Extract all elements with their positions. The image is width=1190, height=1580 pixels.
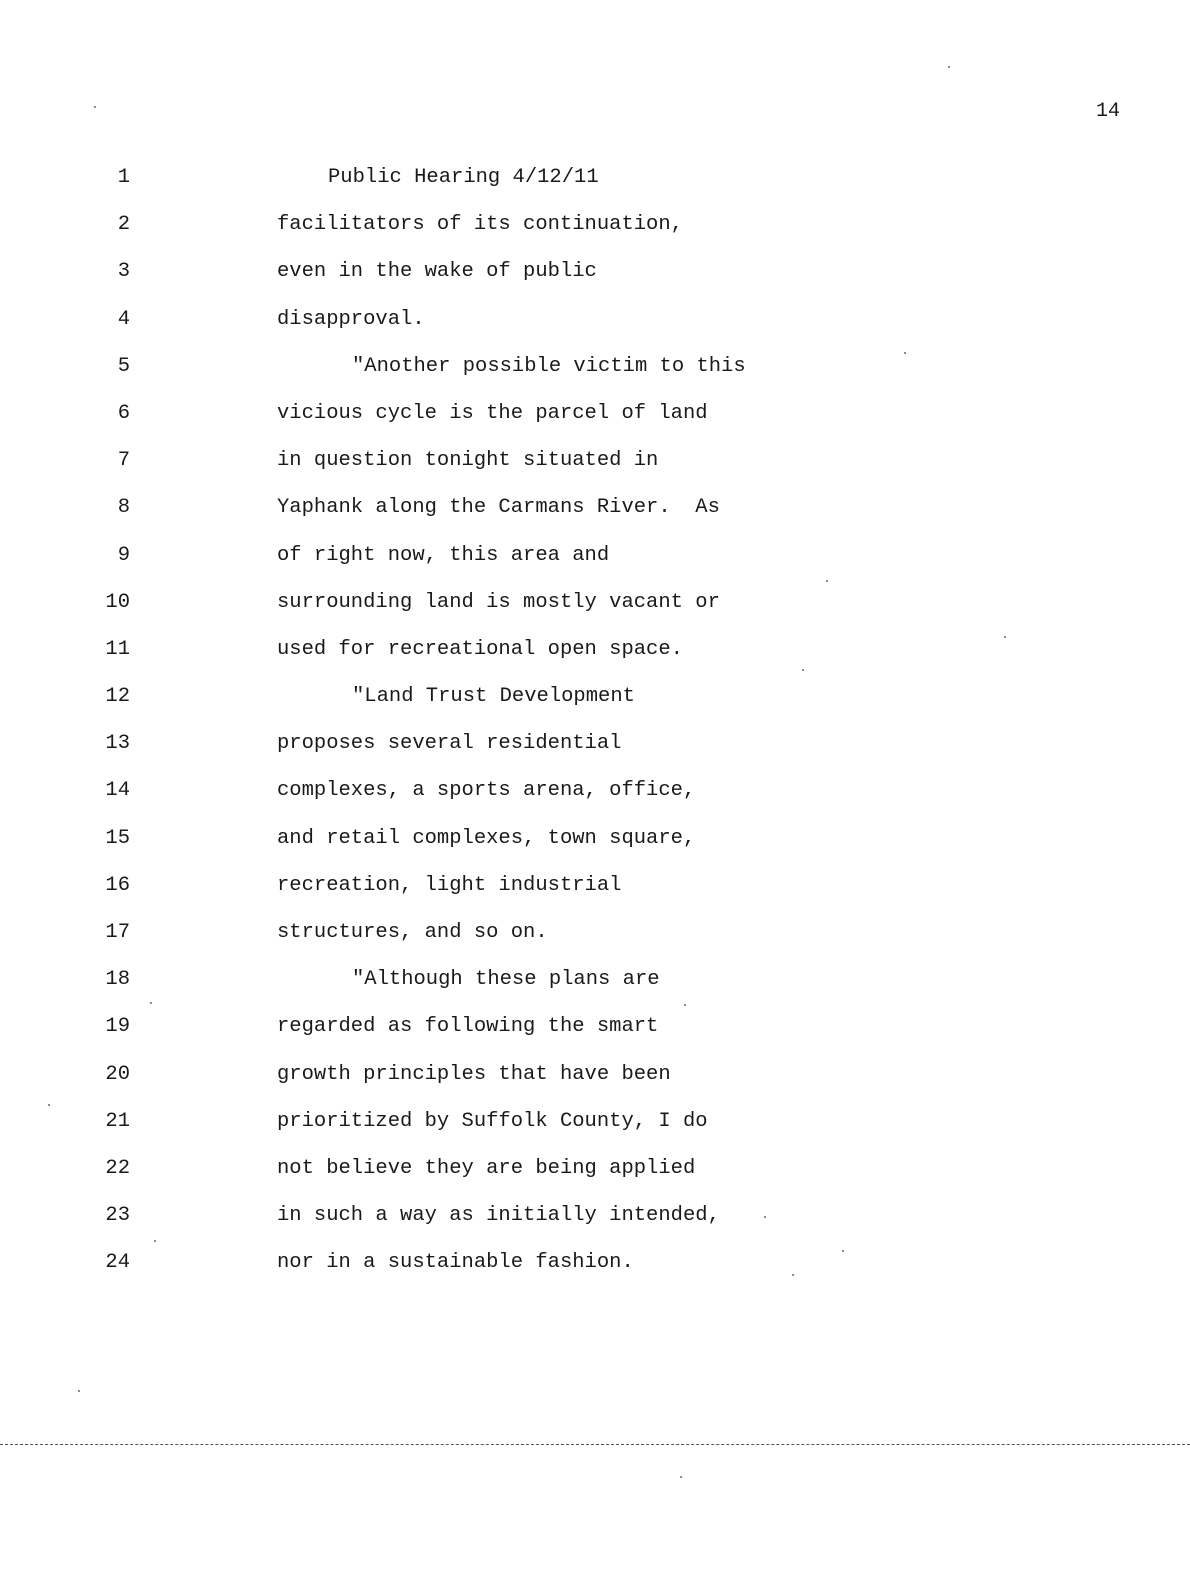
scan-speck [802, 669, 804, 671]
line-number: 24 [105, 1251, 130, 1275]
transcript-line [0, 394, 1190, 441]
transcript-line [0, 866, 1190, 913]
line-text: even in the wake of public [277, 260, 597, 284]
scan-speck [1004, 636, 1006, 638]
page-number: 14 [1095, 100, 1120, 123]
line-number: 13 [105, 732, 130, 756]
transcript-line [0, 1243, 1190, 1290]
line-text: and retail complexes, town square, [277, 826, 696, 850]
line-number: 18 [105, 968, 130, 992]
line-text: surrounding land is mostly vacant or [277, 590, 720, 614]
line-text: vicious cycle is the parcel of land [277, 401, 708, 425]
line-text: prioritized by Suffolk County, I do [277, 1109, 708, 1133]
transcript-line [0, 488, 1190, 535]
line-number: 23 [105, 1204, 130, 1228]
transcript-line [0, 1007, 1190, 1054]
transcript-line [0, 205, 1190, 252]
scan-speck [78, 1390, 80, 1392]
line-number: 10 [105, 590, 130, 614]
line-text: not believe they are being applied [277, 1156, 696, 1180]
line-number: 1 [117, 166, 130, 189]
line-number: 7 [117, 449, 130, 473]
line-number: 5 [117, 354, 130, 378]
line-number: 2 [117, 213, 130, 237]
line-number: 16 [105, 873, 130, 897]
line-number: 15 [105, 826, 130, 850]
scan-speck [150, 1002, 152, 1004]
transcript-line [0, 677, 1190, 724]
scan-speck [154, 1240, 156, 1242]
scan-speck [680, 1476, 682, 1478]
transcript-line [0, 1196, 1190, 1243]
scan-speck [94, 106, 96, 108]
transcript-line [0, 158, 1190, 205]
line-number: 21 [105, 1109, 130, 1133]
line-text: Yaphank along the Carmans River. As [277, 496, 720, 520]
transcript-line [0, 630, 1190, 677]
line-number: 4 [117, 307, 130, 331]
transcript-line [0, 1102, 1190, 1149]
line-text: growth principles that have been [277, 1062, 671, 1086]
line-text: of right now, this area and [277, 543, 610, 567]
line-text: used for recreational open space. [277, 637, 683, 661]
line-text: complexes, a sports arena, office, [277, 779, 696, 803]
line-text: nor in a sustainable fashion. [277, 1251, 634, 1275]
transcript-line [0, 1055, 1190, 1102]
line-text: proposes several residential [277, 732, 622, 756]
line-number: 19 [105, 1015, 130, 1039]
transcript-line [0, 960, 1190, 1007]
scan-speck [764, 1216, 766, 1218]
transcript-line [0, 347, 1190, 394]
scan-speck [842, 1250, 844, 1252]
transcript-line [0, 252, 1190, 299]
line-text: regarded as following the smart [277, 1015, 659, 1039]
line-text: Public Hearing 4/12/11 [328, 166, 599, 189]
line-number: 3 [117, 260, 130, 284]
line-number: 8 [117, 496, 130, 520]
transcript-line [0, 913, 1190, 960]
transcript-line [0, 771, 1190, 818]
line-text: recreation, light industrial [277, 873, 622, 897]
transcript-lines [0, 158, 1190, 1291]
line-number: 11 [105, 637, 130, 661]
scan-speck [826, 580, 828, 582]
line-number: 20 [105, 1062, 130, 1086]
transcript-line [0, 1149, 1190, 1196]
footer-divider [0, 1444, 1190, 1445]
line-number: 22 [105, 1156, 130, 1180]
line-number: 12 [105, 685, 130, 709]
scan-speck [48, 1104, 50, 1106]
line-number: 6 [117, 401, 130, 425]
line-number: 14 [105, 779, 130, 803]
line-text: "Land Trust Development [352, 685, 635, 709]
scan-speck [904, 352, 906, 354]
transcript-line [0, 583, 1190, 630]
scan-speck [948, 66, 950, 68]
line-number: 17 [105, 921, 130, 944]
transcript-line [0, 536, 1190, 583]
scan-speck [792, 1274, 794, 1276]
line-text: "Another possible victim to this [352, 354, 746, 378]
line-text: in such a way as initially intended, [277, 1204, 720, 1228]
line-text: structures, and so on. [277, 921, 548, 944]
line-text: disapproval. [277, 307, 425, 331]
transcript-line [0, 819, 1190, 866]
scan-speck [684, 1004, 686, 1006]
line-number: 9 [117, 543, 130, 567]
line-text: in question tonight situated in [277, 449, 659, 473]
line-text: "Although these plans are [352, 968, 660, 992]
transcript-line [0, 300, 1190, 347]
line-text: facilitators of its continuation, [277, 213, 683, 237]
transcript-line [0, 441, 1190, 488]
transcript-line [0, 724, 1190, 771]
